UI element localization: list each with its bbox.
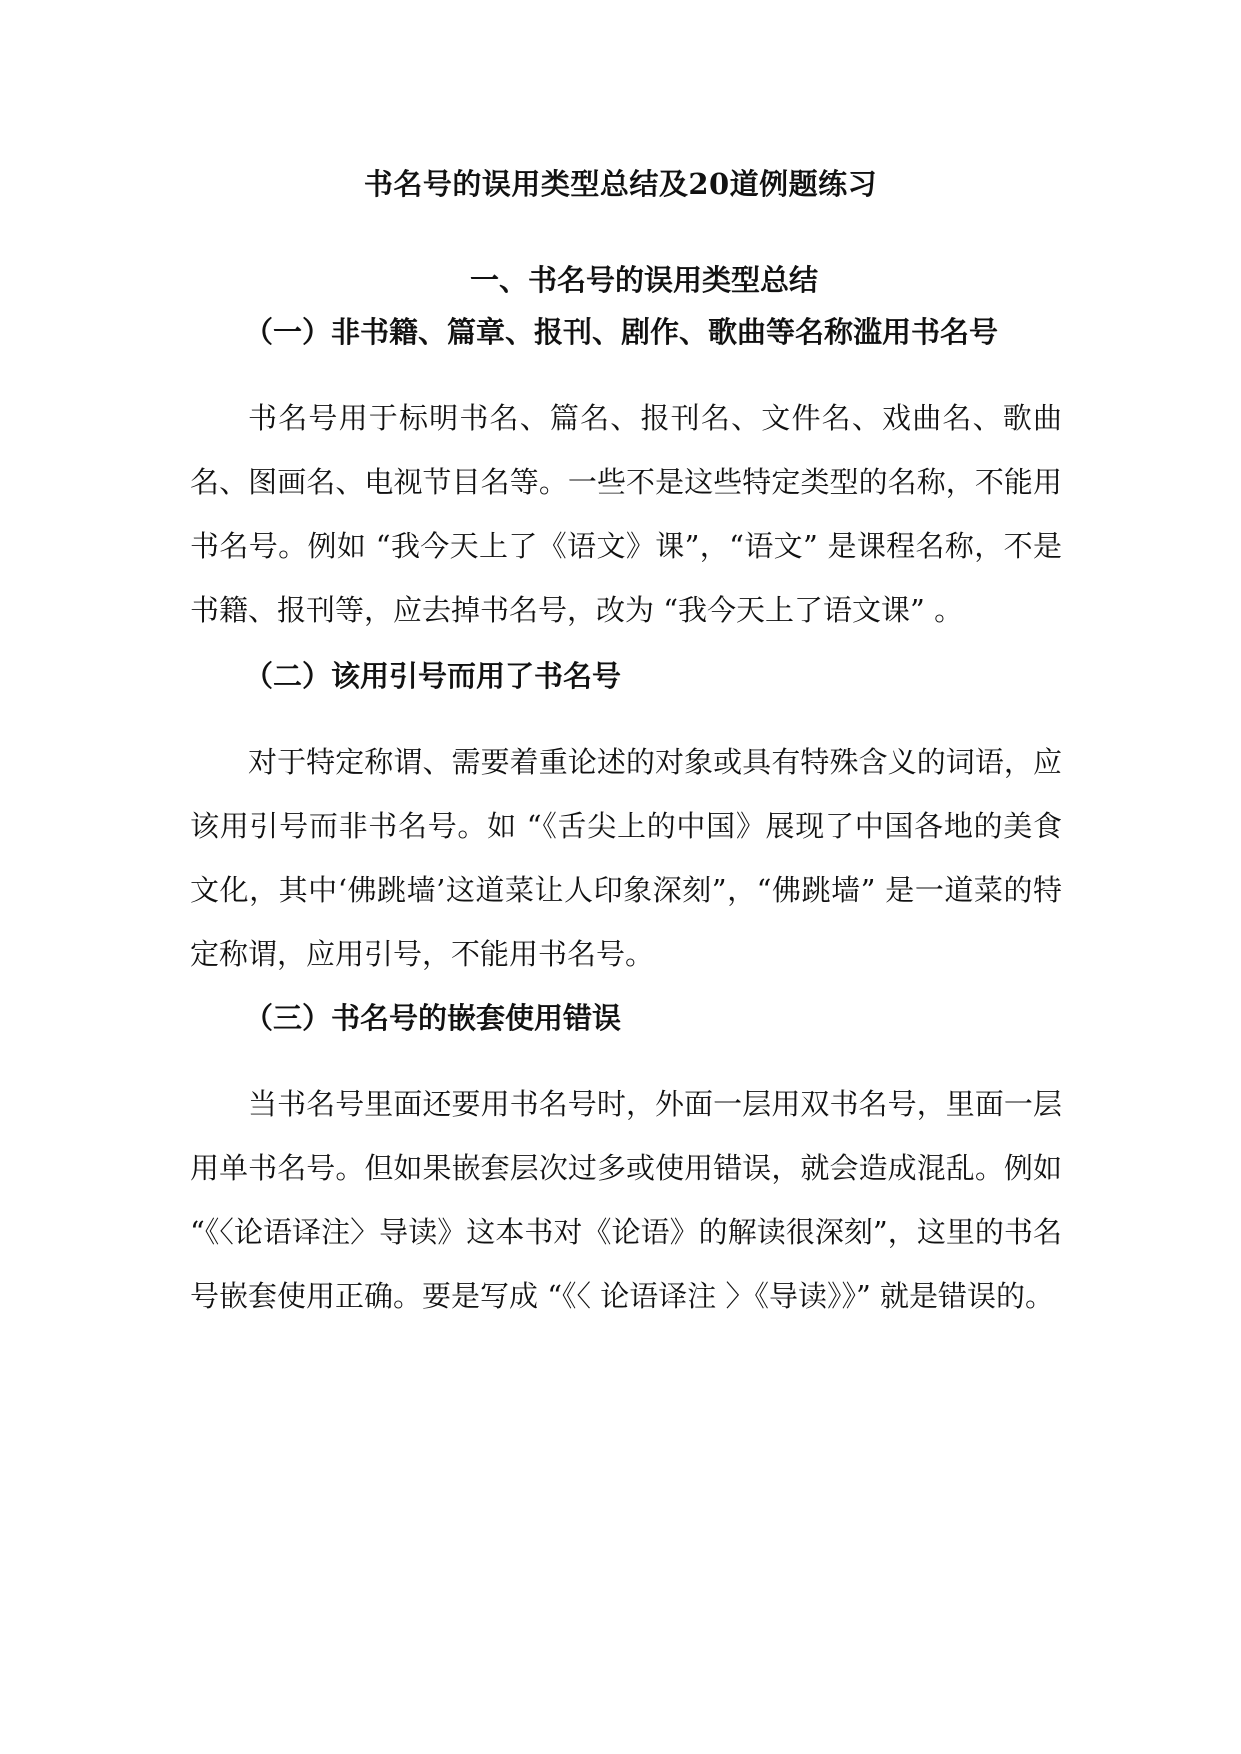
paragraph-3: 当书名号里面还要用书名号时，外面一层用双书名号，里面一层用单书名号。但如果嵌套层次过多或使用错误，就会造成混乱。例如 “《〈论语译注〉导读》这本书对《论语》的解读很深刻”，这里的书名号嵌套使用正确。要是写成 “《〈 论语译注 〉《导读》》” 就是错误的。 <box>190 1087 1062 1313</box>
paragraph-1: 书名号用于标明书名、篇名、报刊名、文件名、戏曲名、歌曲名、图画名、电视节目名等。一些不是这些特定类型的名称，不能用书名号。例如 “我今天上了《语文》课”，“语文” 是课程名称，不是书籍、报刊等，应去掉书名号，改为 “我今天上了语文课” 。 <box>190 401 1062 627</box>
document-title: 书名号的误用类型总结及20道例题练习 <box>363 167 878 201</box>
section-heading: 一、书名号的误用类型总结 <box>470 263 819 297</box>
subsection-heading-3: （三）书名号的嵌套使用错误 <box>244 1001 622 1035</box>
paragraph-2: 对于特定称谓、需要着重论述的对象或具有特殊含义的词语，应该用引号而非书名号。如 “《舌尖上的中国》展现了中国各地的美食文化，其中‘佛跳墙’这道菜让人印象深刻”，“佛跳墙” 是一道菜的特定称谓，应用引号，不能用书名号。 <box>190 745 1062 971</box>
subsection-heading-1: （一）非书籍、篇章、报刊、剧作、歌曲等名称滥用书名号 <box>244 315 999 349</box>
subsection-heading-2: （二）该用引号而用了书名号 <box>244 659 622 693</box>
